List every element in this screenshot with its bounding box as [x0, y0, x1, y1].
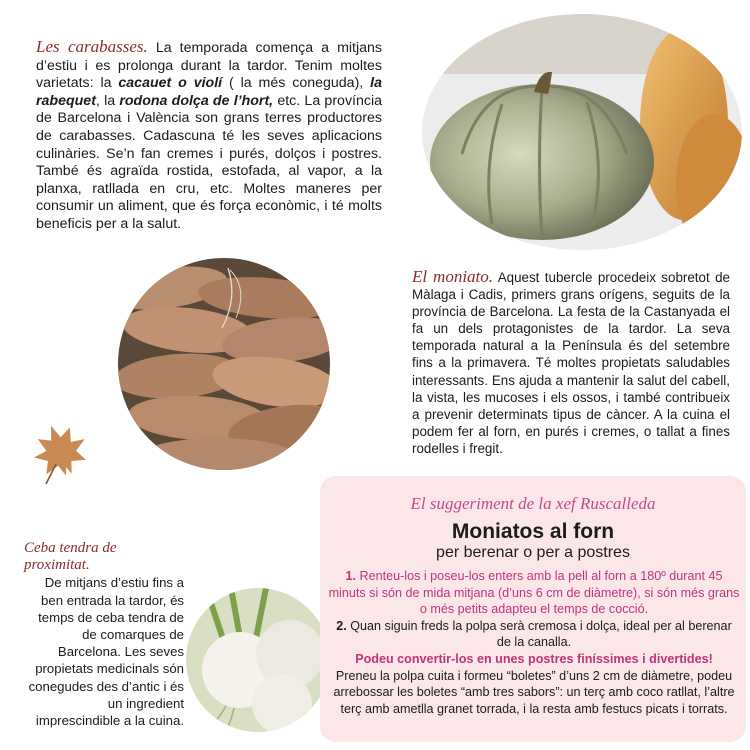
pumpkins-intro: La temporada comença a mitjans d’estiu i es prolonga durant la tardor. Tenim moltes varietats: la [36, 40, 383, 92]
pumpkins-mid-1: ( la més coneguda), [222, 75, 371, 92]
sweet-potato-title: El moniato. [412, 267, 494, 286]
recipe-step-2 [328, 618, 740, 651]
recipe-body [328, 568, 740, 717]
sweet-potato-text: Aquest tubercle procedeix sobretot de Màlaga i Cadis, primers grans orígens, seguits de la província de Barcelona. La festa de la Castanyada el fa un dels protagonistes de la tardor. La seva temporada natural a la Península és del setembre fins a la primavera. Té moltes propietats saludables interessants. Ens ajuda a mantenir la salut del cabell, la vista, les mucoses i els ossos, i també contribueix a prevenir determinats tipus de càncer. A la cuina el podem fer al forn, en purés i cremes, o tallat a fines rodelles i fregit. [412, 270, 730, 456]
step-2-text: Quan siguin freds la polpa serà cremosa i dolça, ideal per al berenar de la canalla. [346, 618, 732, 650]
step-2-number: 2. [336, 618, 347, 633]
pumpkin-variety-2: la rabequet [36, 75, 382, 109]
recipe-title: Moniatos al forn [451, 520, 615, 543]
pumpkin-photo [422, 14, 742, 250]
pumpkins-rest: etc. La província de Barcelona i València son grans terres productores de carabasses. Cadascuna té les seves aplicacions culinàries. Se’n fan cremes i purés, dolços i postres. També és agraïda rostida, estofada, al vapor, a la planxa, ratllada en cru, etc. Moltes maneres per consumir un aliment, que és força econòmic, i té molts beneficis per a la salut. [36, 92, 383, 232]
sweet-potato-photo [118, 258, 330, 470]
pumpkins-article [36, 38, 382, 234]
onion-article [24, 540, 184, 729]
recipe-extra: Preneu la polpa cuita i formeu “boletes” d’uns 2 cm de diàmetre, podeu arrebossar les boletes “amb tres sabors”: un terç amb coco ratllat, l’altre terç amb ametlla granet torrada, i la resta amb festucs picats i torrats. [333, 668, 735, 716]
recipe-subtitle: per berenar o per a postres [436, 544, 630, 561]
maple-leaf-icon [26, 418, 96, 488]
onion-photo [186, 588, 330, 732]
sweet-potato-article [412, 268, 730, 457]
recipe-box [320, 476, 746, 742]
pumpkin-variety-1: cacauet o violí [118, 75, 223, 92]
recipe-heading: El suggeriment de la xef Ruscalleda [410, 494, 656, 513]
onion-title: Ceba tendra de proximitat. [24, 540, 117, 574]
onion-text: De mitjans d’estiu fins a ben entrada la tardor, és temps de ceba tendra de de comarques de Barcelona. Les seves propietats medicinals són conegudes des d’antic i és un ingredient imprescindible a la cuina. [28, 575, 184, 729]
pumpkins-title: Les carabasses. [36, 37, 148, 56]
pumpkins-mid-2: , la [95, 92, 120, 109]
pumpkin-variety-3: rodona dolça de l’hort, [119, 92, 274, 109]
step-1-number: 1. [345, 569, 356, 583]
recipe-step-1 [328, 568, 740, 618]
step-1-text: Renteu-los i poseu-los enters amb la pell al forn a 180º durant 45 minuts si són de mida mitjana (d’uns 6 cm de diàmetre), si són més grans o més petits adapteu el temps de cocció. [328, 569, 740, 617]
recipe-tip: Podeu convertir-los en unes postres finíssimes i divertides! [355, 651, 713, 666]
